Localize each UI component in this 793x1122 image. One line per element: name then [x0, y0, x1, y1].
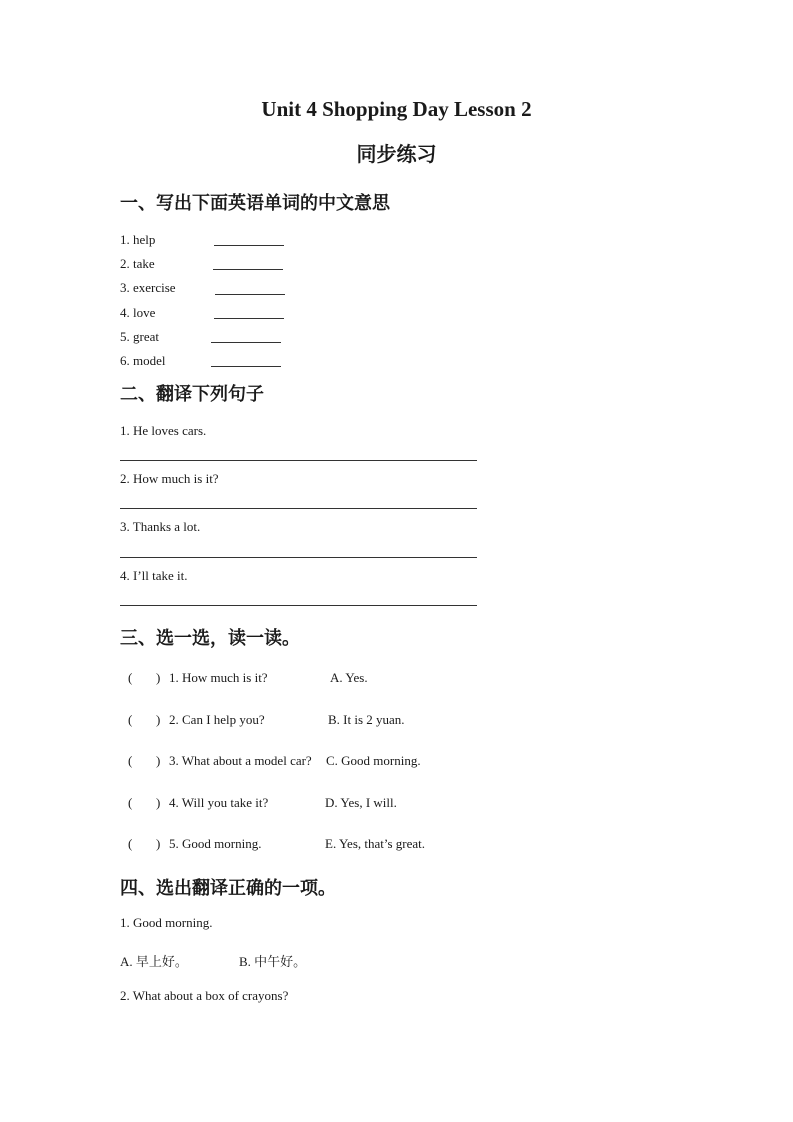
paren-close: ) [156, 670, 161, 685]
paren-close: ) [156, 836, 161, 851]
match-answer: D. Yes, I will. [325, 795, 397, 810]
paren-close: ) [156, 795, 161, 810]
document-title: Unit 4 Shopping Day Lesson 2 [261, 97, 532, 121]
section1-heading: 一、写出下面英语单词的中文意思 [120, 193, 390, 214]
answer-blank[interactable] [214, 245, 284, 246]
section2-heading: 二、翻译下列句子 [120, 384, 264, 405]
answer-line[interactable] [120, 508, 477, 509]
match-question: 4. Will you take it? [169, 795, 269, 810]
answer-blank[interactable] [211, 366, 281, 367]
choice-option-a: A. 早上好。 [120, 954, 188, 969]
sentence-item: 4. I’ll take it. [120, 568, 188, 583]
section4-heading: 四、选出翻译正确的一项。 [120, 878, 336, 899]
answer-blank[interactable] [211, 342, 281, 343]
match-question: 5. Good morning. [169, 836, 262, 851]
answer-blank[interactable] [213, 269, 283, 270]
match-question: 2. Can I help you? [169, 712, 265, 727]
answer-blank[interactable] [214, 318, 284, 319]
word-item: 1. help [120, 232, 156, 247]
match-question: 3. What about a model car? [169, 753, 312, 768]
word-item: 3. exercise [120, 280, 176, 295]
answer-line[interactable] [120, 557, 477, 558]
paren-open: ( [128, 795, 133, 810]
match-answer: C. Good morning. [326, 753, 421, 768]
word-item: 2. take [120, 256, 155, 271]
section3-heading: 三、选一选，读一读。 [120, 628, 300, 649]
paren-open: ( [128, 670, 133, 685]
answer-line[interactable] [120, 605, 477, 606]
sentence-item: 1. He loves cars. [120, 423, 207, 438]
choice-option-b: B. 中午好。 [239, 954, 307, 969]
match-answer: B. It is 2 yuan. [328, 712, 405, 727]
sentence-item: 3. Thanks a lot. [120, 519, 201, 534]
choice-question: 1. Good morning. [120, 915, 213, 930]
document-subtitle: 同步练习 [356, 142, 437, 166]
choice-question: 2. What about a box of crayons? [120, 988, 289, 1003]
paren-open: ( [128, 836, 133, 851]
answer-blank[interactable] [215, 294, 285, 295]
word-item: 4. love [120, 305, 156, 320]
match-answer: E. Yes, that’s great. [325, 836, 426, 851]
match-question: 1. How much is it? [169, 670, 268, 685]
paren-open: ( [128, 753, 133, 768]
match-answer: A. Yes. [330, 670, 368, 685]
paren-open: ( [128, 712, 133, 727]
word-item: 5. great [120, 329, 159, 344]
answer-line[interactable] [120, 460, 477, 461]
paren-close: ) [156, 753, 161, 768]
sentence-item: 2. How much is it? [120, 471, 219, 486]
paren-close: ) [156, 712, 161, 727]
word-item: 6. model [120, 353, 166, 368]
